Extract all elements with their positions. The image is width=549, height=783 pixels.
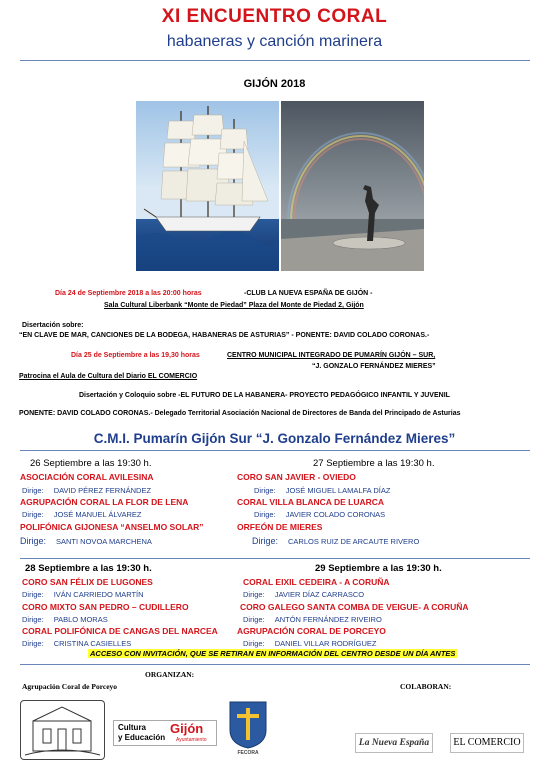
director-name: CARLOS RUIZ DE ARCAUTE RIVERO	[288, 537, 420, 546]
event-year: GIJÓN 2018	[243, 78, 306, 90]
event2-place: CENTRO MUNICIPAL INTEGRADO DE PUMARÍN GIJÓN – SUR,	[227, 352, 436, 359]
talk1-text: “EN CLAVE DE MAR, CANCIONES DE LA BODEGA, HABANERAS DE ASTURIAS” - PONENTE: DAVID COLADO CORONAS.-	[19, 332, 430, 339]
choir-director	[22, 615, 108, 624]
access-notice: ACCESO CON INVITACIÓN, QUE SE RETIRAN EN INFORMACIÓN DEL CENTRO DESDE UN DÍA ANTES	[90, 649, 456, 658]
choir-name: CORAL POLIFÓNICA DE CANGAS DEL NARCEA	[22, 626, 218, 636]
dirige-label: Dirige:	[254, 486, 276, 495]
event1-place: Sala Cultural Liberbank “Monte de Piedad” Plaza del Monte de Piedad 2, Gijón	[104, 302, 364, 309]
talk2-speaker: PONENTE: DAVID COLADO CORONAS.- Delegado Territorial Asociación Nacional de Directores de Banda del Principado de Asturias	[19, 410, 461, 417]
choir-director	[22, 639, 131, 648]
dirige-label: Dirige:	[254, 510, 276, 519]
day-date: 26 Septiembre a las 19:30 h.	[30, 458, 152, 469]
event-subtitle: habaneras y canción marinera	[166, 33, 383, 50]
choir-name: ORFEÓN DE MIERES	[237, 522, 323, 532]
footer-divider	[20, 664, 530, 665]
choir-director	[243, 615, 382, 624]
dirige-label: Dirige:	[22, 510, 44, 519]
cultura-gijon-logo	[113, 720, 217, 746]
dirige-label: Dirige:	[20, 536, 47, 546]
event2-place-name: “J. GONZALO FERNÁNDEZ MIERES”	[312, 363, 436, 370]
talk2-text: Disertación y Coloquio sobre -EL FUTURO DE LA HABANERA- PROYECTO PEDAGÓGICO INFANTIL Y JUVENIL	[79, 392, 450, 399]
choir-name: CORO GALEGO SANTA COMBA DE VEIGUE- A CORUÑA	[240, 602, 469, 612]
fecora-text: FECORA	[237, 750, 259, 756]
choir-director	[243, 639, 377, 648]
director-name: JOSÉ MANUEL ÁLVAREZ	[53, 510, 142, 519]
director-name: DANIEL VILLAR RODRÍGUEZ	[274, 639, 377, 648]
organizer-name: Agrupación Coral de Porceyo	[22, 682, 118, 691]
coral-porceyo-logo	[20, 700, 105, 760]
choir-director	[20, 536, 152, 546]
colaboran-label: COLABORAN:	[400, 682, 452, 691]
dirige-label: Dirige:	[252, 536, 279, 546]
dirige-label: Dirige:	[243, 590, 265, 599]
choir-name: CORO SAN FÉLIX DE LUGONES	[22, 577, 153, 587]
choir-director	[254, 510, 385, 519]
event2-date-time: Día 25 de Septiembre a las 19,30 horas	[71, 352, 200, 359]
choir-name: POLIFÓNICA GIJONESA “ANSELMO SOLAR”	[20, 522, 204, 532]
director-name: IVÁN CARRIEDO MARTÍN	[53, 590, 144, 599]
choir-name: ASOCIACIÓN CORAL AVILESINA	[20, 472, 154, 482]
choir-name: AGRUPACIÓN CORAL LA FLOR DE LENA	[20, 497, 189, 507]
fecora-logo	[225, 700, 271, 762]
concert-venue: C.M.I. Pumarín Gijón Sur “J. Gonzalo Fernández Mieres”	[93, 431, 456, 446]
choir-director	[252, 536, 419, 546]
header-divider	[20, 60, 530, 61]
director-name: ANTÓN FERNÁNDEZ RIVEIRO	[274, 615, 382, 624]
director-name: JAVIER COLADO CORONAS	[285, 510, 386, 519]
section-divider	[20, 558, 530, 559]
dirige-label: Dirige:	[22, 639, 44, 648]
talk1-label: Disertación sobre:	[22, 322, 84, 329]
cultura-text: Cultura y Educación	[118, 723, 166, 742]
tall-ship-photo	[136, 101, 279, 271]
dirige-label: Dirige:	[22, 486, 44, 495]
choir-name: CORAL VILLA BLANCA DE LUARCA	[237, 497, 385, 507]
day-date: 28 Septiembre a las 19:30 h.	[25, 563, 152, 574]
la-nueva-espana-logo: La Nueva España	[355, 733, 433, 753]
event1-date-time: Día 24 de Septiembre 2018 a las 20:00 horas	[55, 290, 202, 297]
day-date: 27 Septiembre a las 19:30 h.	[313, 458, 435, 469]
organizan-label: ORGANIZAN:	[145, 670, 195, 679]
event1-club: -CLUB LA NUEVA ESPAÑA DE GIJÓN -	[244, 290, 373, 297]
director-name: JAVIER DÍAZ CARRASCO	[274, 590, 365, 599]
choir-director	[22, 510, 142, 519]
director-name: CRISTINA CASIELLES	[53, 639, 132, 648]
gijon-subtitle: Ayuntamiento	[176, 737, 207, 743]
sponsor-line: Patrocina el Aula de Cultura del Diario EL COMERCIO	[19, 373, 198, 380]
director-name: DAVID PÉREZ FERNÁNDEZ	[53, 486, 152, 495]
rainbow-statue-photo	[281, 101, 424, 271]
choir-name: CORO SAN JAVIER - OVIEDO	[237, 472, 356, 482]
day-date: 29 Septiembre a las 19:30 h.	[315, 563, 442, 574]
director-name: PABLO MORAS	[53, 615, 108, 624]
choir-name: CORO MIXTO SAN PEDRO – CUDILLERO	[22, 602, 189, 612]
event-title: XI ENCUENTRO CORAL	[161, 6, 388, 27]
choir-director	[254, 486, 390, 495]
choir-director	[243, 590, 364, 599]
dirige-label: Dirige:	[243, 615, 265, 624]
director-name: JOSÉ MIGUEL LAMALFA DÍAZ	[285, 486, 391, 495]
venue-divider	[20, 450, 530, 451]
el-comercio-logo: EL COMERCIO	[450, 733, 524, 753]
choir-director	[22, 486, 151, 495]
dirige-label: Dirige:	[22, 590, 44, 599]
gijon-wordmark: Gijón	[170, 721, 204, 736]
director-name: SANTI NOVOA MARCHENA	[56, 537, 152, 546]
choir-director	[22, 590, 144, 599]
dirige-label: Dirige:	[22, 615, 44, 624]
dirige-label: Dirige:	[243, 639, 265, 648]
choir-name: AGRUPACIÓN CORAL DE PORCEYO	[237, 626, 386, 636]
choir-name: CORAL EIXIL CEDEIRA - A CORUÑA	[243, 577, 390, 587]
